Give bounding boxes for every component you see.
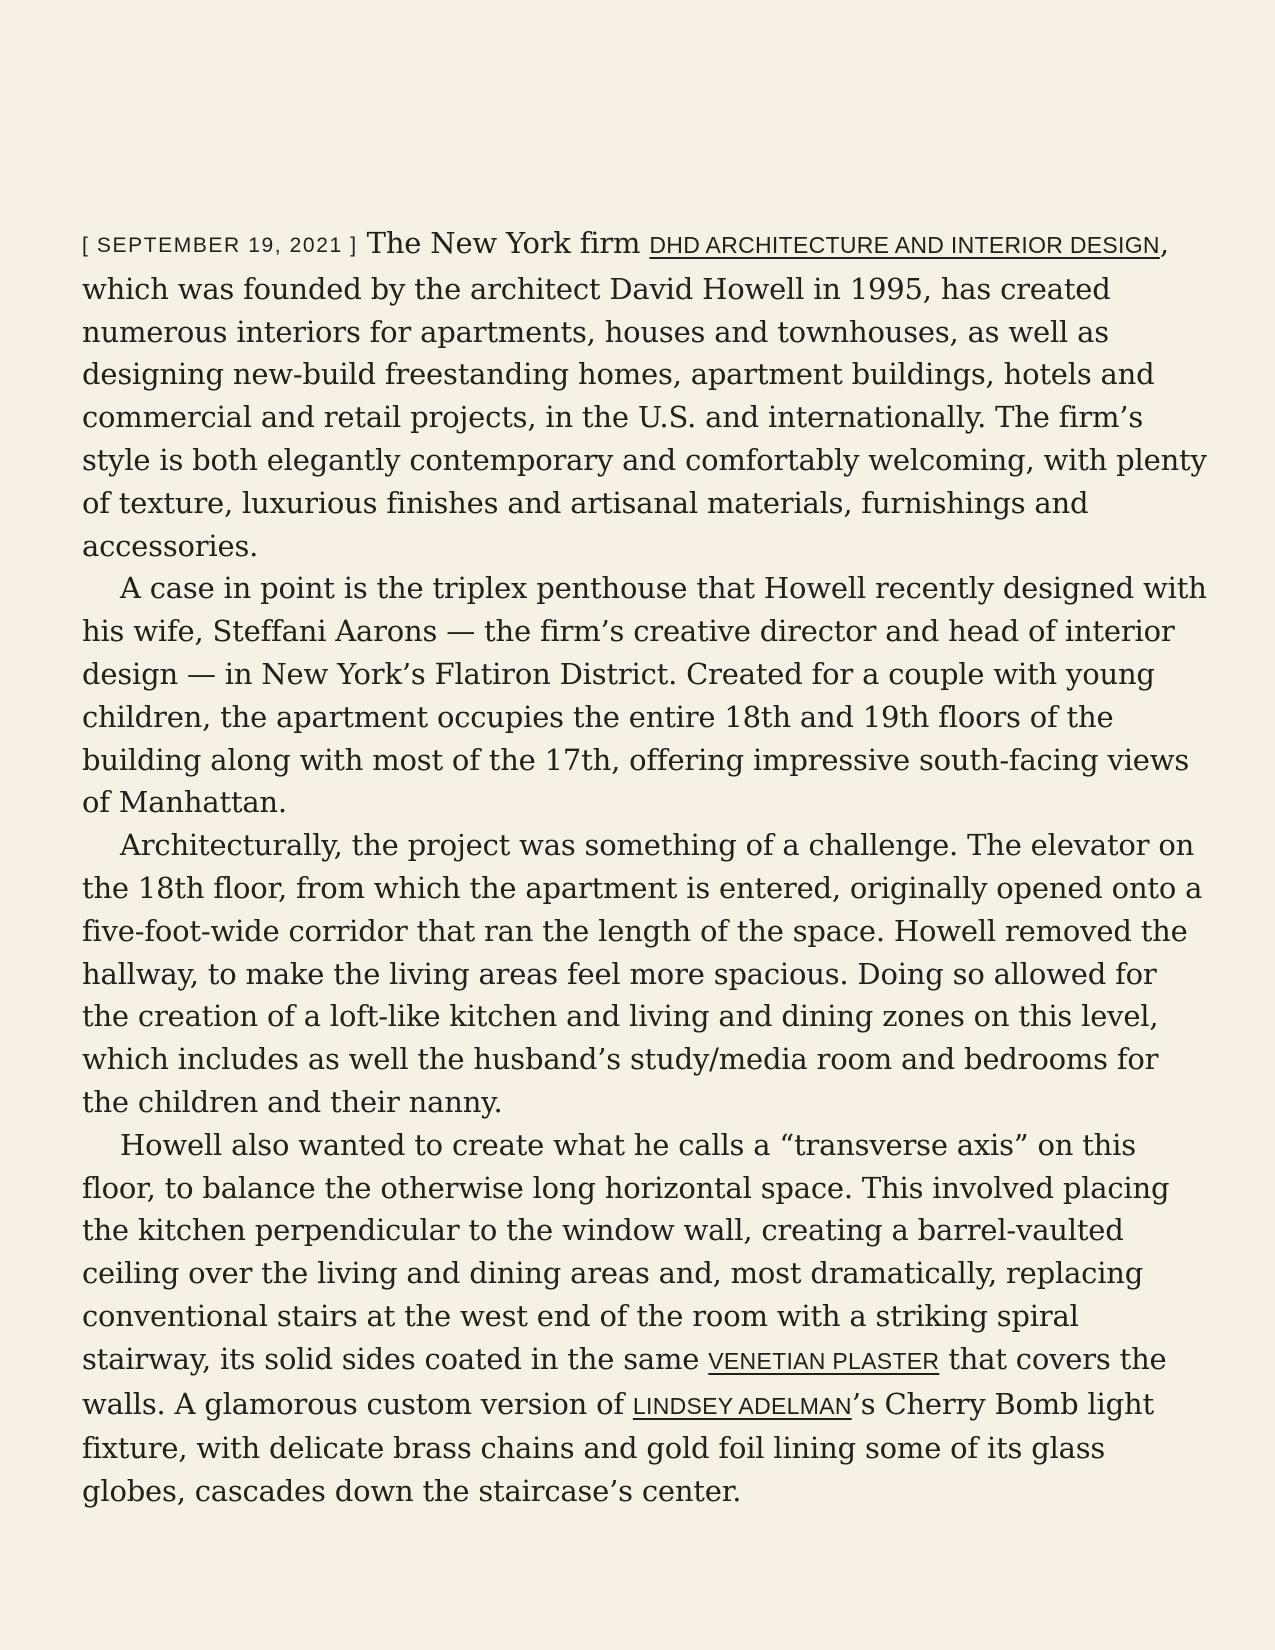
- paragraph-1-intro: The New York firm: [357, 226, 650, 260]
- paragraph-1: [82, 222, 1212, 567]
- paragraph-4-text-b: that covers the walls. A glamorous custom version of: [82, 1341, 1167, 1421]
- paragraph-4-text-a: Howell also wanted to create what he calls a “transverse axis” on this floor, to balance the otherwise long horizontal space. This involved placing the kitchen perpendicular to the window wall, creating a barrel-vaulted ceiling over the living and dining areas and, most dramatically, replacing conventional stairs at the west end of the room with a striking spiral stairway, its solid sides coated in the same: [82, 1127, 1170, 1376]
- paragraph-1-text: , which was founded by the architect David Howell in 1995, has created numerous interiors for apartments, houses and townhouses, as well as designing new-build freestanding homes, apartment buildings, hotels and commercial and retail projects, in the U.S. and internationally. The firm’s style is both elegantly contemporary and comfortably welcoming, with plenty of texture, luxurious finishes and artisanal materials, furnishings and accessories.: [82, 226, 1207, 563]
- paragraph-4: [82, 1124, 1212, 1513]
- paragraph-3: Architecturally, the project was something of a challenge. The elevator on the 18th floor, from which the apartment is entered, originally opened onto a five-foot-wide corridor that ran the length of the space. Howell removed the hallway, to make the living areas feel more spacious. Doing so allowed for the creation of a loft-like kitchen and living and dining zones on this level, which includes as well the husband’s study/media room and bedrooms for the children and their nanny.: [82, 828, 1203, 1119]
- paragraph-2: A case in point is the triplex penthouse that Howell recently designed with his wife, Steffani Aarons — the firm’s creative director and head of interior design — in New York’s Flatiron District. Created for a couple with young children, the apartment occupies the entire 18th and 19th floors of the building along with most of the 17th, offering impressive south-facing views of Manhattan.: [82, 571, 1207, 820]
- dateline: [ SEPTEMBER 19, 2021 ]: [82, 234, 358, 257]
- paragraph-4-text-c: ’s Cherry Bomb light fixture, with delicate brass chains and gold foil lining some of its glass globes, cascades down the staircase’s center.: [82, 1386, 1154, 1509]
- article-body: [82, 222, 1212, 1513]
- link-venetian-plaster[interactable]: VENETIAN PLASTER: [708, 1347, 940, 1374]
- link-lindsey-adelman[interactable]: LINDSEY ADELMAN: [632, 1392, 852, 1419]
- link-dhd-architecture[interactable]: DHD ARCHITECTURE AND INTERIOR DESIGN: [649, 232, 1160, 258]
